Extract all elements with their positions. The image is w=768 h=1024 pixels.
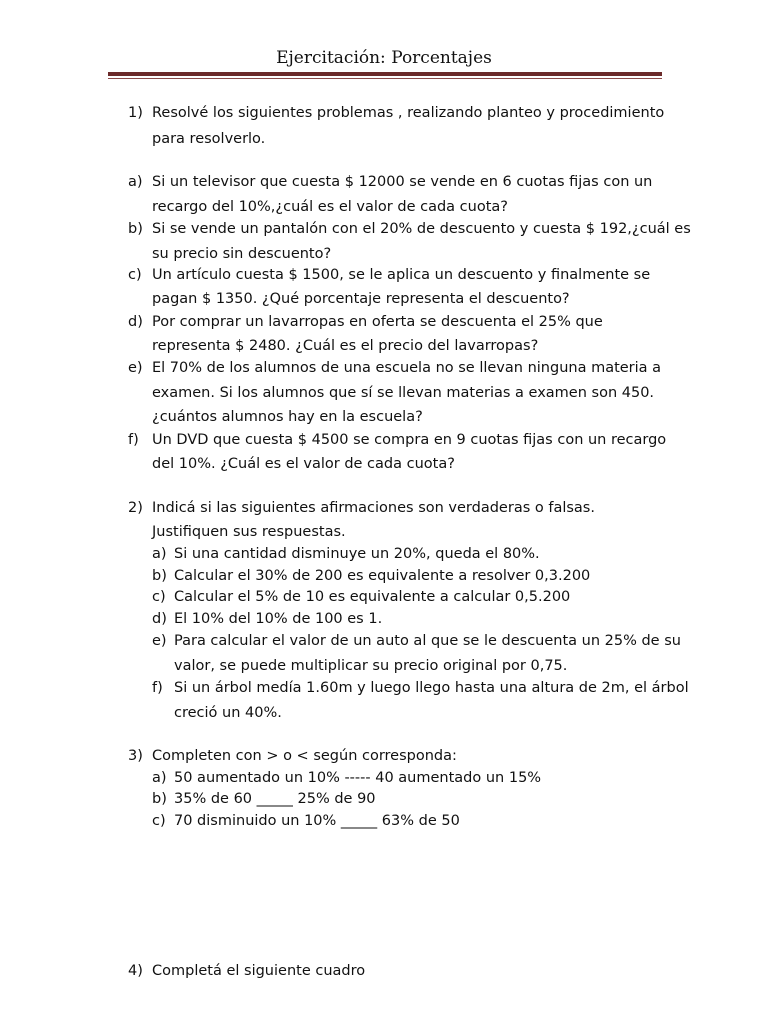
problem-f-line-1: Un DVD que cuesta $ 4500 se compra en 9 cuotas fijas con un recargo (152, 432, 667, 448)
statement-d-marker: d) (152, 611, 167, 627)
section-2-marker: 2) (128, 500, 143, 516)
problem-f-marker: f) (128, 432, 139, 448)
problem-e-line-1: El 70% de los alumnos de una escuela no se llevan ninguna materia a (152, 360, 662, 376)
section-1-text-line-1: Resolvé los siguientes problemas , realizando planteo y procedimiento (152, 105, 665, 121)
section-2-text-line-1: Indicá si las siguientes afirmaciones son verdaderas o falsas. (152, 500, 595, 516)
section-1-marker: 1) (128, 105, 143, 121)
problem-c-marker: c) (128, 267, 142, 283)
compare-a-line-1: 50 aumentado un 10% ----- 40 aumentado un 15% (174, 770, 542, 786)
page-title: Ejercitación: Porcentajes (276, 48, 492, 68)
compare-a-marker: a) (152, 770, 167, 786)
compare-b-line-1: 35% de 60 _____ 25% de 90 (174, 791, 376, 807)
problem-b-marker: b) (128, 221, 143, 237)
compare-b-marker: b) (152, 791, 167, 807)
statement-e-line-1: Para calcular el valor de un auto al que se le descuenta un 25% de su (174, 633, 681, 649)
title-divider-thick (108, 72, 662, 76)
problem-d-line-1: Por comprar un lavarropas en oferta se descuenta el 25% que (152, 314, 603, 330)
section-4-marker: 4) (128, 963, 143, 979)
statement-a-line-1: Si una cantidad disminuye un 20%, queda el 80%. (174, 546, 540, 562)
section-2-text-line-2: Justifiquen sus respuestas. (152, 524, 346, 540)
section-3-text-line-1: Completen con > o < según corresponda: (152, 748, 457, 764)
compare-c-line-1: 70 disminuido un 10% _____ 63% de 50 (174, 813, 460, 829)
statement-f-marker: f) (152, 680, 163, 696)
problem-c-line-2: pagan $ 1350. ¿Qué porcentaje representa el descuento? (152, 291, 570, 307)
section-4-text-line-1: Completá el siguiente cuadro (152, 963, 366, 979)
problem-e-marker: e) (128, 360, 143, 376)
problem-d-marker: d) (128, 314, 143, 330)
problem-e-line-2: examen. Si los alumnos que sí se llevan materias a examen son 450. (152, 385, 655, 401)
statement-b-marker: b) (152, 568, 167, 584)
statement-c-marker: c) (152, 589, 166, 605)
compare-c-marker: c) (152, 813, 166, 829)
section-1-text-line-2: para resolverlo. (152, 131, 266, 147)
statement-e-marker: e) (152, 633, 167, 649)
statement-f-line-1: Si un árbol medía 1.60m y luego llego hasta una altura de 2m, el árbol (174, 680, 689, 696)
statement-c-line-1: Calcular el 5% de 10 es equivalente a calcular 0,5.200 (174, 589, 571, 605)
statement-d-line-1: El 10% del 10% de 100 es 1. (174, 611, 383, 627)
problem-b-line-2: su precio sin descuento? (152, 246, 332, 262)
statement-a-marker: a) (152, 546, 167, 562)
problem-d-line-2: representa $ 2480. ¿Cuál es el precio del lavarropas? (152, 338, 539, 354)
statement-e-line-2: valor, se puede multiplicar su precio original por 0,75. (174, 658, 568, 674)
title-divider-thin (108, 78, 662, 79)
section-3-marker: 3) (128, 748, 143, 764)
problem-e-line-3: ¿cuántos alumnos hay en la escuela? (152, 409, 423, 425)
problem-c-line-1: Un artículo cuesta $ 1500, se le aplica un descuento y finalmente se (152, 267, 651, 283)
problem-a-line-1: Si un televisor que cuesta $ 12000 se vende en 6 cuotas fijas con un (152, 174, 653, 190)
statement-f-line-2: creció un 40%. (174, 705, 282, 721)
problem-a-marker: a) (128, 174, 143, 190)
problem-a-line-2: recargo del 10%,¿cuál es el valor de cada cuota? (152, 199, 508, 215)
problem-b-line-1: Si se vende un pantalón con el 20% de descuento y cuesta $ 192,¿cuál es (152, 221, 691, 237)
statement-b-line-1: Calcular el 30% de 200 es equivalente a resolver 0,3.200 (174, 568, 591, 584)
problem-f-line-2: del 10%. ¿Cuál es el valor de cada cuota? (152, 456, 455, 472)
